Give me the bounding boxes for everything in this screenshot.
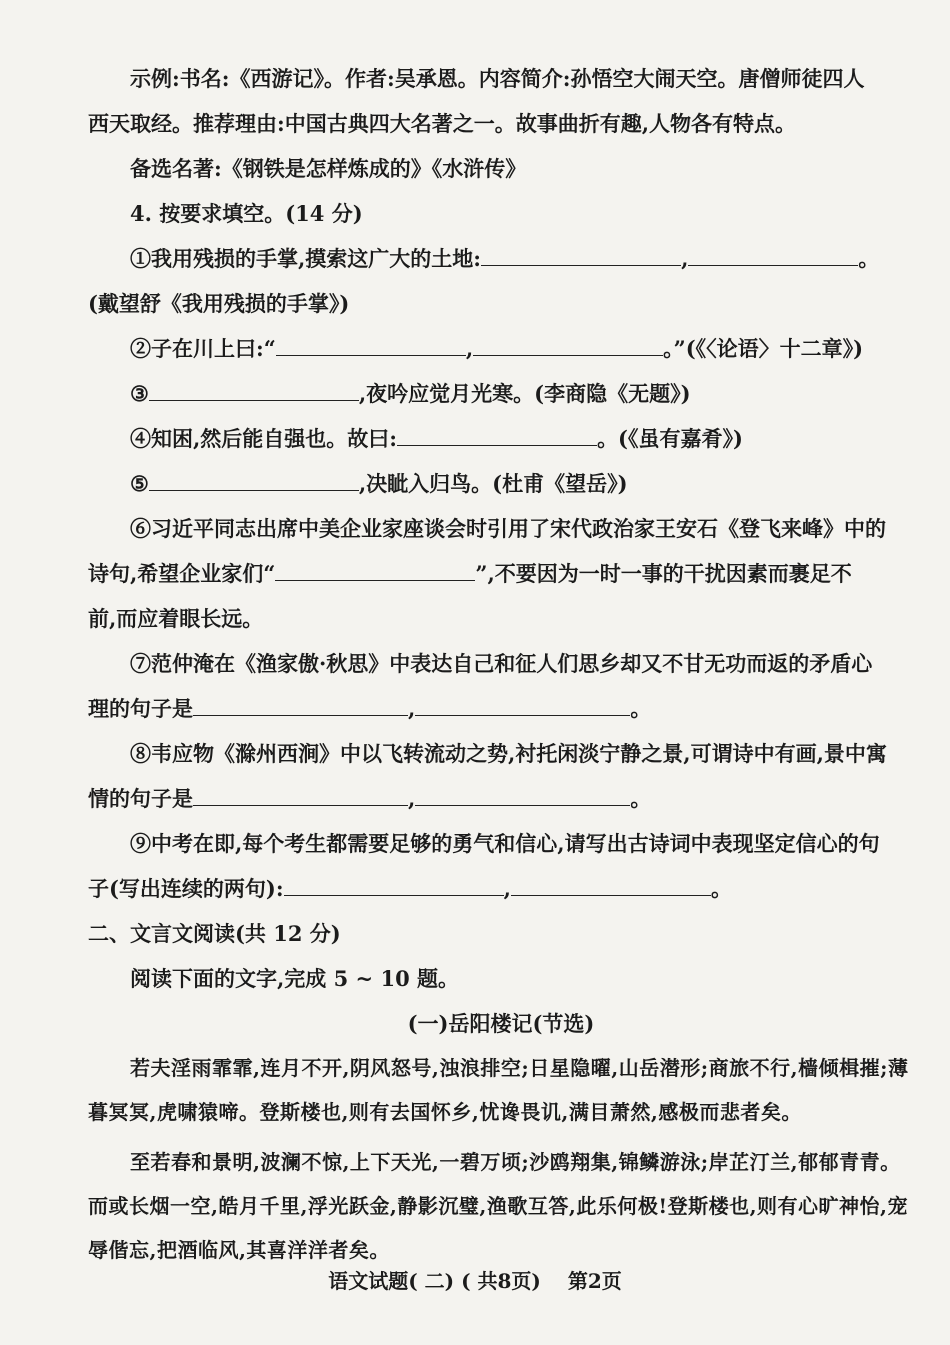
end-mark: 。 — [630, 786, 652, 811]
item-text: 理的句子是 — [88, 696, 193, 721]
answer-blank[interactable] — [688, 237, 858, 266]
item-text: 子(写出连续的两句): — [88, 876, 284, 901]
q4-item-6-line-3: 前,而应着眼长远。 — [88, 606, 264, 631]
answer-blank[interactable] — [415, 687, 630, 716]
answer-blank[interactable] — [275, 552, 475, 581]
item-text: ”,不要因为一时一事的干扰因素而裹足不 — [475, 561, 852, 586]
passage-paragraph-1: 若夫淫雨霏霏,连月不开,阴风怒号,浊浪排空;日星隐曜,山岳潜形;商旅不行,樯倾楫摧;薄暮冥冥,虎啸猿啼。登斯楼也,则有去国怀乡,忧谗畏讥,满目萧然,感极而悲者矣。 — [88, 1056, 909, 1124]
end-mark: 。 — [630, 696, 652, 721]
item-text: ,决眦入归鸟。(杜甫《望岳》) — [358, 471, 628, 496]
item-source: 。(《虽有嘉肴》) — [597, 426, 743, 451]
answer-blank[interactable] — [276, 327, 466, 356]
item-text: ①我用残损的手掌,摸索这广大的土地: — [130, 246, 482, 271]
answer-blank[interactable] — [473, 327, 663, 356]
q4-item-1 — [88, 236, 914, 281]
options-line: 备选名著:《钢铁是怎样炼成的》《水浒传》 — [130, 156, 527, 181]
answer-blank[interactable] — [397, 417, 597, 446]
separator: , — [408, 696, 416, 721]
passage-paragraph-2: 至若春和景明,波澜不惊,上下天光,一碧万顷;沙鸥翔集,锦鳞游泳;岸芷汀兰,郁郁青青。而或长烟一空,皓月千里,浮光跃金,静影沉璧,渔歌互答,此乐何极!登斯楼也,则有心旷神怡,宠辱偕忘,把酒临风,其喜洋洋者矣。 — [88, 1150, 909, 1262]
q4-item-9-line-2 — [88, 866, 914, 911]
example-line-2: 西天取经。推荐理由:中国古典四大名著之一。故事曲折有趣,人物各有特点。 — [88, 111, 797, 136]
item-text: 情的句子是 — [88, 786, 193, 811]
answer-blank[interactable] — [511, 867, 711, 896]
q4-item-3 — [88, 371, 914, 416]
q4-item-7-line-2 — [88, 686, 914, 731]
page-footer — [0, 1265, 950, 1294]
section-2-instruction: 阅读下面的文字,完成 5 ~ 10 题。 — [130, 966, 459, 991]
separator: , — [408, 786, 416, 811]
item-text: ,夜吟应觉月光寒。(李商隐《无题》) — [358, 381, 691, 406]
q4-item-7-line-1: ⑦范仲淹在《渔家傲·秋思》中表达自己和征人们思乡却又不甘无功而返的矛盾心 — [130, 651, 873, 676]
q4-item-1-source: (戴望舒《我用残损的手掌》) — [88, 291, 350, 316]
answer-blank[interactable] — [481, 237, 681, 266]
example-line-1: 示例:书名:《西游记》。作者:吴承恩。内容简介:孙悟空大闹天空。唐僧师徒四人 — [130, 66, 865, 91]
answer-blank[interactable] — [193, 777, 408, 806]
q4-item-8-line-2 — [88, 776, 914, 821]
separator: , — [681, 246, 689, 271]
item-text: 诗句,希望企业家们“ — [88, 561, 276, 586]
q4-item-6-line-2 — [88, 551, 914, 596]
section-2-title: 二、文言文阅读(共 12 分) — [88, 921, 341, 946]
answer-blank[interactable] — [415, 777, 630, 806]
q4-item-4 — [88, 416, 914, 461]
q4-item-2 — [88, 326, 914, 371]
answer-blank[interactable] — [193, 687, 408, 716]
end-mark: 。 — [710, 876, 732, 901]
item-text: ④知困,然后能自强也。故曰: — [130, 426, 398, 451]
item-text: ②子在川上曰:“ — [130, 336, 276, 361]
separator: , — [503, 876, 511, 901]
exam-title: 语文试题( 二) ( 共8页) — [328, 1269, 541, 1293]
item-source: 。”(《〈论语〉十二章》) — [663, 336, 864, 361]
q4-item-9-line-1: ⑨中考在即,每个考生都需要足够的勇气和信心,请写出古诗词中表现坚定信心的句 — [130, 831, 880, 856]
page-number: 第2页 — [567, 1269, 622, 1293]
q4-heading: 4. 按要求填空。(14 分) — [130, 201, 363, 226]
end-mark: 。 — [858, 246, 880, 271]
answer-blank[interactable] — [149, 462, 359, 491]
item-number: ⑤ — [130, 471, 149, 496]
separator: , — [465, 336, 474, 361]
passage-title: (一)岳阳楼记(节选) — [407, 1011, 595, 1036]
answer-blank[interactable] — [284, 867, 504, 896]
q4-item-5 — [88, 461, 914, 506]
item-number: ③ — [130, 381, 149, 406]
q4-item-6-line-1: ⑥习近平同志出席中美企业家座谈会时引用了宋代政治家王安石《登飞来峰》中的 — [130, 516, 886, 541]
answer-blank[interactable] — [149, 372, 359, 401]
q4-item-8-line-1: ⑧韦应物《滁州西涧》中以飞转流动之势,衬托闲淡宁静之景,可谓诗中有画,景中寓 — [130, 741, 887, 766]
